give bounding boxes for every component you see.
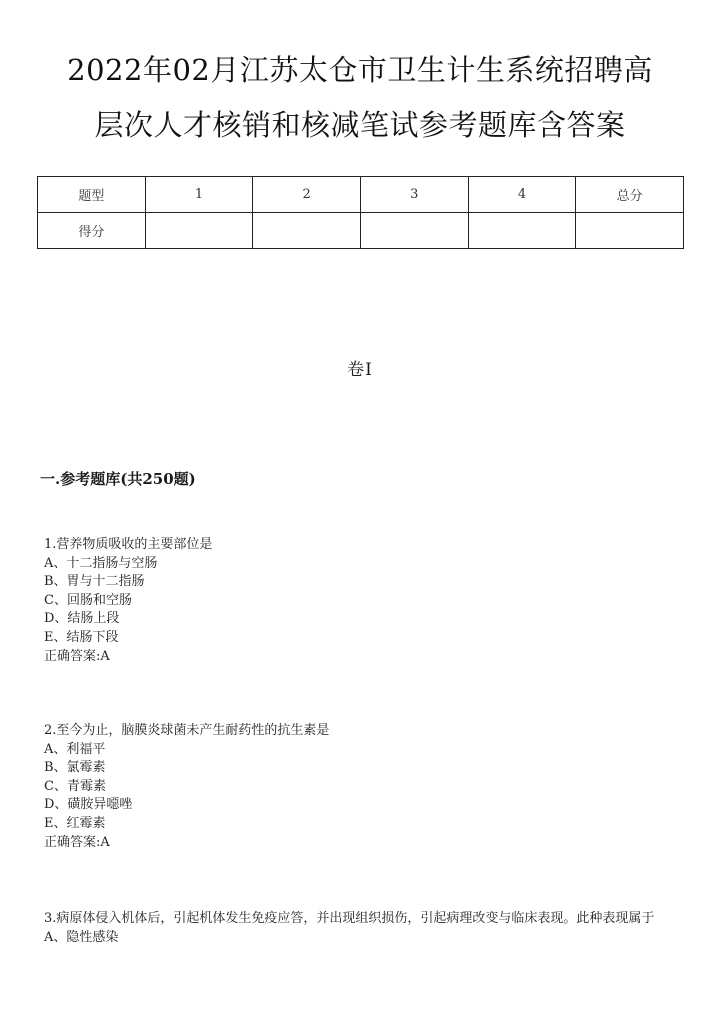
question-bank-heading: 一.参考题库(共250题) <box>40 470 196 488</box>
question-option-e: E、结肠下段 <box>44 629 119 645</box>
question-stem: 3.病原体侵入机体后，引起机体发生免疫应答，并出现组织损伤，引起病理改变与临床表现。此种表现属于 <box>44 911 655 926</box>
question-stem: 1.营养物质吸收的主要部位是 <box>44 537 213 552</box>
score-cell-4 <box>468 213 576 249</box>
score-header-cell-type: 题型 <box>38 177 146 213</box>
question-option-a: A、隐性感染 <box>44 929 119 945</box>
score-header-cell-total: 总分 <box>576 177 684 213</box>
score-header-cell-4: 4 <box>468 177 576 213</box>
question-option-c: C、回肠和空肠 <box>44 592 132 608</box>
question-answer: 正确答案:A <box>44 834 110 850</box>
score-cell-3 <box>360 213 468 249</box>
question-option-a: A、十二指肠与空肠 <box>44 555 158 571</box>
section-title: 卷I <box>347 360 373 380</box>
question-stem: 2.至今为止，脑膜炎球菌未产生耐药性的抗生素是 <box>44 723 330 738</box>
question-option-e: E、红霉素 <box>44 815 106 831</box>
question-item-2 <box>44 722 684 852</box>
question-item-1 <box>44 536 684 666</box>
score-header-cell-1: 1 <box>145 177 253 213</box>
score-cell-total <box>576 213 684 249</box>
question-answer: 正确答案:A <box>44 648 110 664</box>
score-table-score-row <box>38 213 684 249</box>
score-table-header-row <box>38 177 684 213</box>
question-option-a: A、利福平 <box>44 741 106 757</box>
question-option-c: C、青霉素 <box>44 778 106 794</box>
question-item-3 <box>44 910 684 947</box>
score-cell-1 <box>145 213 253 249</box>
question-option-d: D、结肠上段 <box>44 611 120 627</box>
question-option-b: B、氯霉素 <box>44 760 106 776</box>
question-option-b: B、胃与十二指肠 <box>44 574 145 590</box>
score-row-label: 得分 <box>38 213 146 249</box>
score-header-cell-3: 3 <box>360 177 468 213</box>
score-cell-2 <box>253 213 361 249</box>
score-table <box>37 176 684 249</box>
score-header-cell-2: 2 <box>253 177 361 213</box>
document-title-line-1: 2022年02月江苏太仓市卫生计生系统招聘高 <box>67 53 653 87</box>
document-title-line-2: 层次人才核销和核减笔试参考题库含答案 <box>94 108 626 142</box>
question-option-d: D、磺胺异噁唑 <box>44 797 133 813</box>
